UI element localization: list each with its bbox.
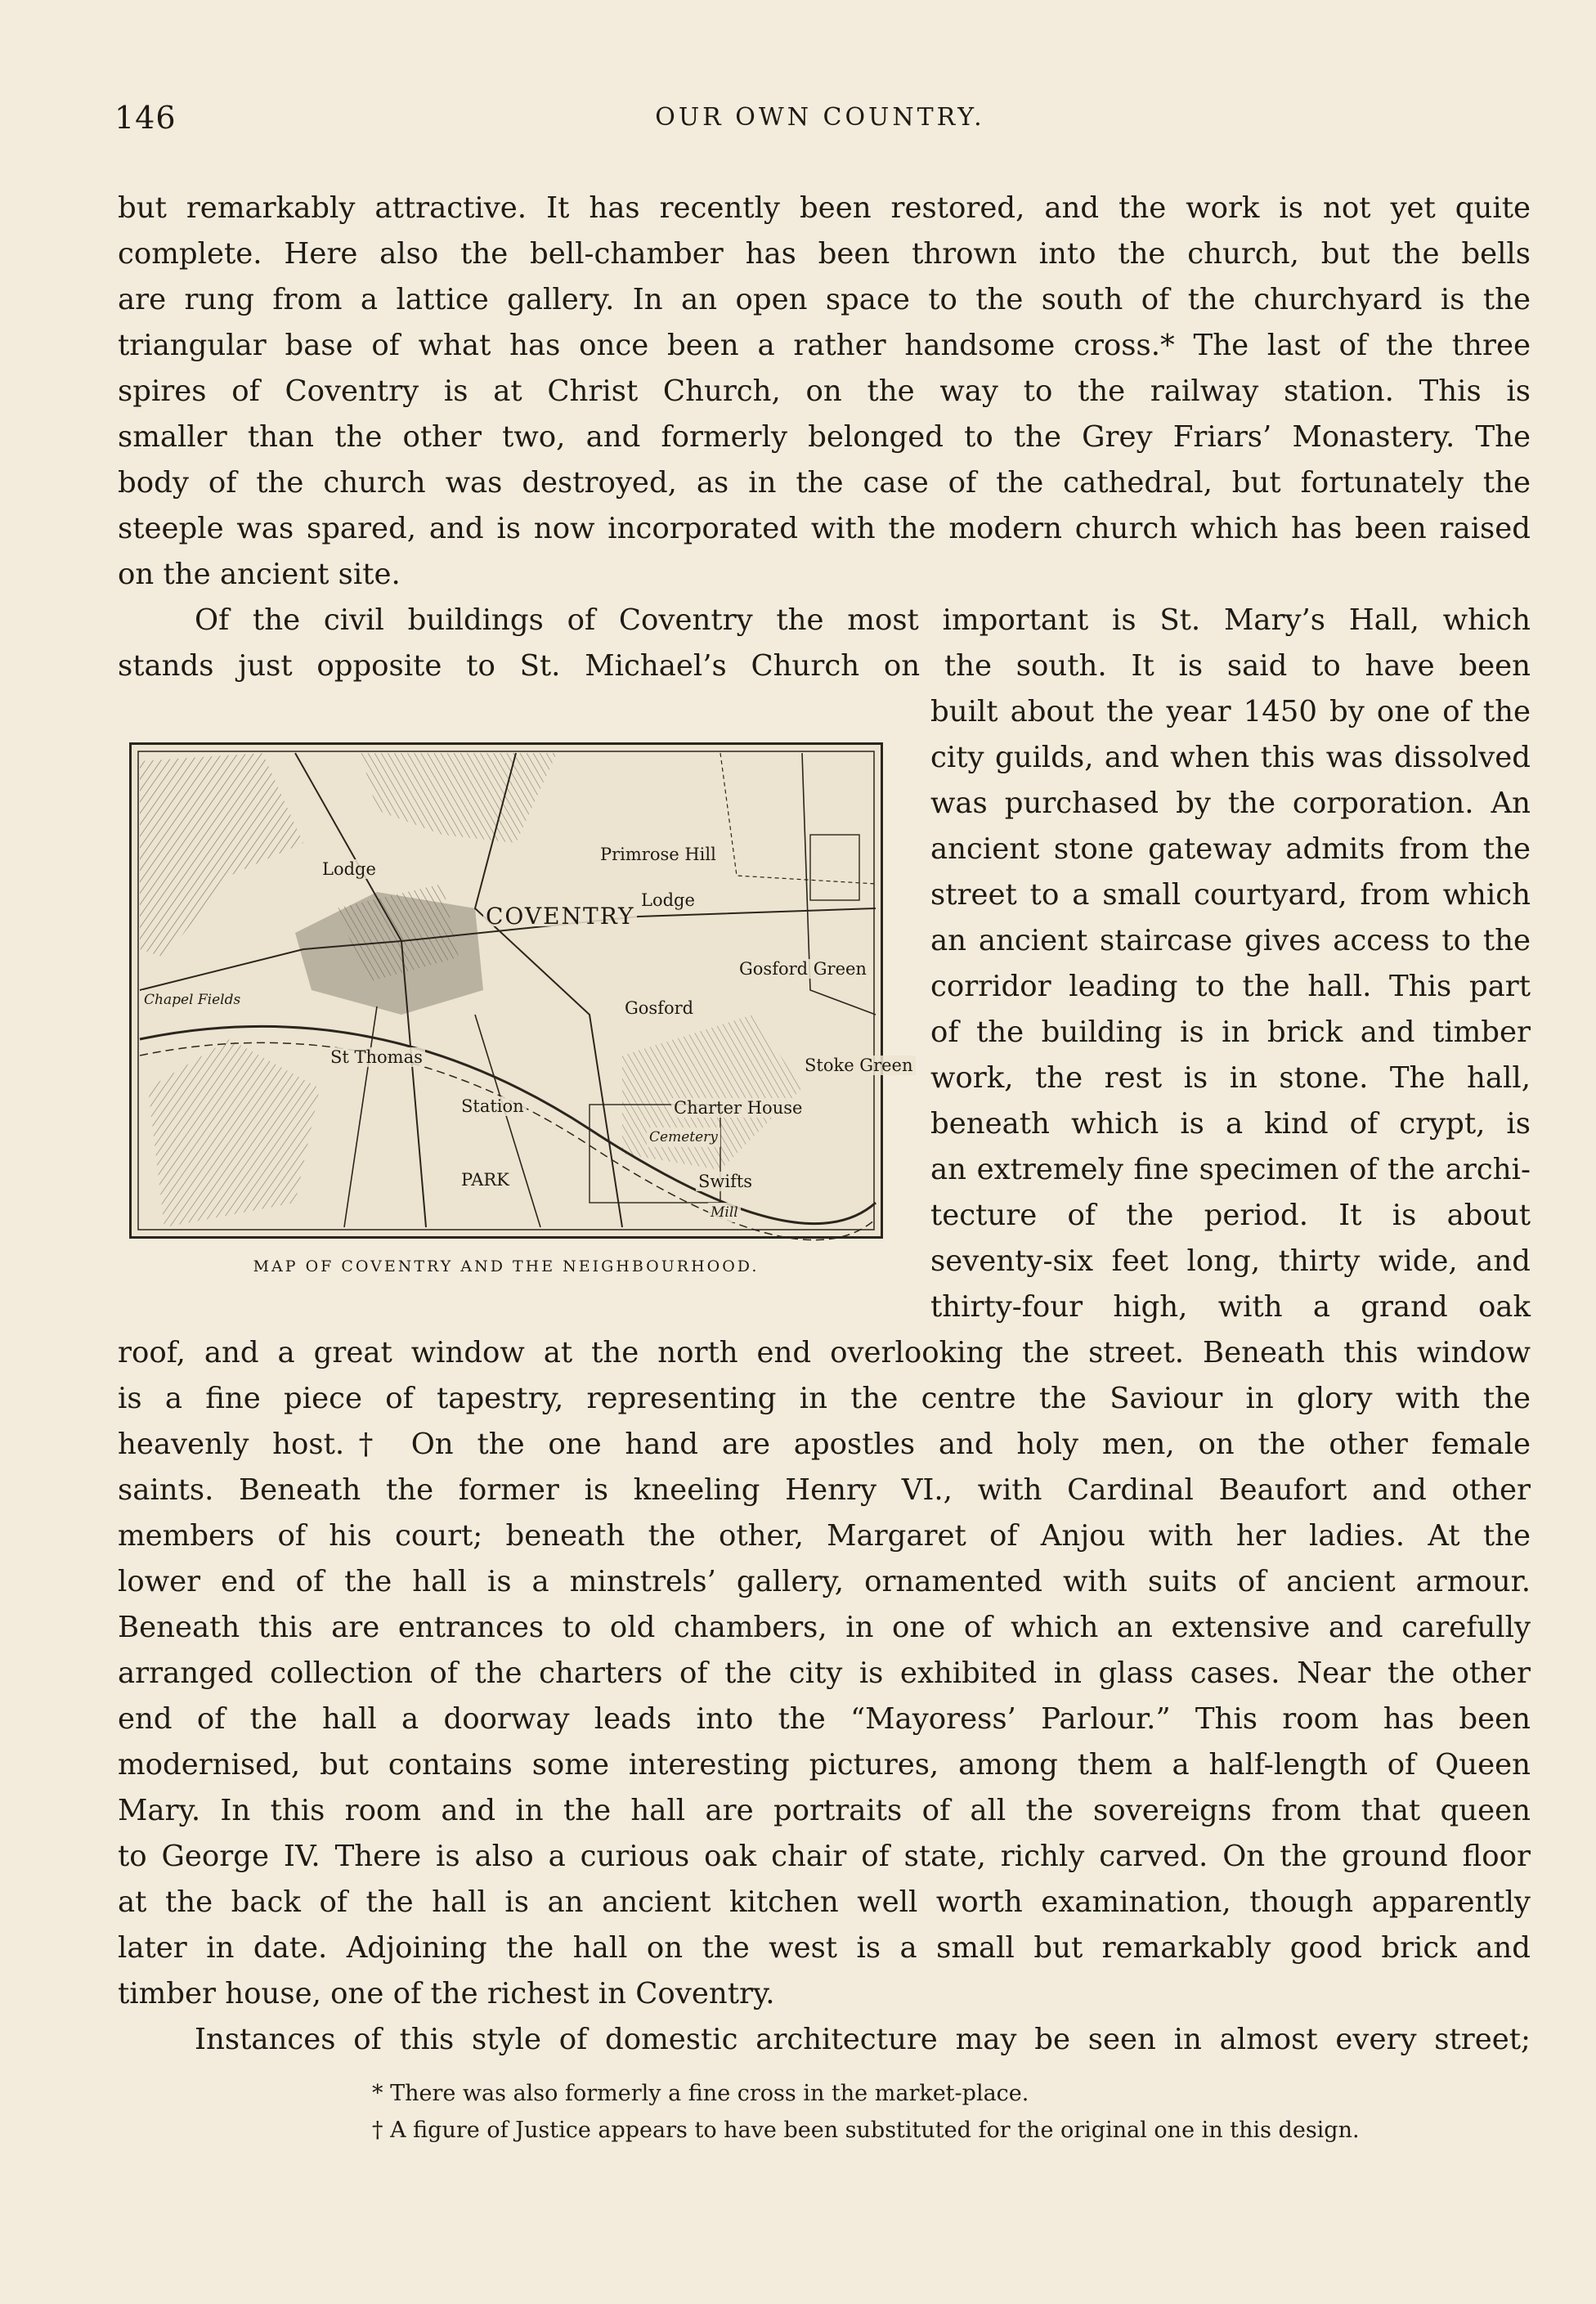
map-label-swifts: Swifts [696,1172,755,1191]
text-line: tecture of the period. It is about [930,1199,1531,1232]
map-caption: MAP OF COVENTRY AND THE NEIGHBOURHOOD. [253,1257,760,1275]
text-line: to George IV. There is also a curious oak chair of state, richly carved. On the ground floor [118,1840,1531,1873]
text-line: seventy-six feet long, thirty wide, and [930,1244,1531,1278]
text-line: roof, and a great window at the north end overlooking the street. Beneath this window [118,1336,1531,1369]
text-line: steeple was spared, and is now incorporated with the modern church which has been raised [118,512,1531,545]
footnote: † A figure of Justice appears to have been substituted for the original one in this design. [372,2118,1360,2143]
text-line: thirty-four high, with a grand oak [930,1290,1531,1324]
text-line: street to a small courtyard, from which [930,878,1531,912]
running-title: OUR OWN COUNTRY. [655,103,985,132]
text-line: ancient stone gateway admits from the [930,832,1531,866]
text-line: modernised, but contains some interesting pictures, among them a half-length of Queen [118,1748,1531,1782]
text-line: smaller than the other two, and formerly belonged to the Grey Friars’ Monastery. The [118,420,1531,454]
text-line: spires of Coventry is at Christ Church, on the way to the railway station. This is [118,374,1531,408]
map-label-lodge: Lodge [320,859,379,879]
text-line: was purchased by the corporation. An [930,787,1531,820]
page-number: 146 [114,100,177,136]
text-line: timber house, one of the richest in Coventry. [118,1977,775,2010]
text-line: triangular base of what has once been a rather handsome cross.* The last of the three [118,329,1531,362]
text-line: work, the rest is in stone. The hall, [930,1061,1531,1095]
map-label-mill: Mill [708,1203,741,1222]
text-line: an ancient staircase gives access to the [930,924,1531,957]
map-label-coventry: COVENTRY [483,907,637,926]
text-line: heavenly host.† On the one hand are apostles and holy men, on the other female [118,1428,1531,1461]
text-line: members of his court; beneath the other, Margaret of Anjou with her ladies. At the [118,1519,1531,1553]
map-label-chapel-fields: Chapel Fields [141,990,243,1010]
map-label-st-thomas: St Thomas [328,1047,425,1067]
text-line: end of the hall a doorway leads into the “Mayoress’ Parlour.” This room has been [118,1702,1531,1736]
text-line: Mary. In this room and in the hall are portraits of all the sovereigns from that queen [118,1794,1531,1827]
text-line: Beneath this are entrances to old chambers, in one of which an extensive and carefully [118,1611,1531,1644]
text-line: but remarkably attractive. It has recently been restored, and the work is not yet quite [118,191,1531,225]
text-line: beneath which is a kind of crypt, is [930,1107,1531,1141]
text-line: corridor leading to the hall. This part [930,970,1531,1003]
map-label-stoke-green: Stoke Green [802,1056,916,1075]
map-label-cemetery: Cemetery [647,1127,720,1147]
text-line: are rung from a lattice gallery. In an open space to the south of the churchyard is the [118,283,1531,316]
text-line: an extremely fine specimen of the archi- [930,1153,1531,1186]
text-line: built about the year 1450 by one of the [930,695,1531,728]
coventry-map [129,742,913,1239]
text-line: on the ancient site. [118,558,401,591]
text-line: stands just opposite to St. Michael’s Church on the south. It is said to have been [118,649,1531,683]
running-header [114,100,1526,141]
text-line: complete. Here also the bell-chamber has been thrown into the church, but the bells [118,237,1531,271]
text-line: arranged collection of the charters of the city is exhibited in glass cases. Near the other [118,1656,1531,1690]
map-label-park: PARK [459,1170,512,1190]
text-line: body of the church was destroyed, as in the case of the cathedral, but fortunately the [118,466,1531,500]
text-line: of the building is in brick and timber [930,1015,1531,1049]
text-line: is a fine piece of tapestry, representing in the centre the Saviour in glory with the [118,1382,1531,1415]
footnote: * There was also formerly a fine cross in the market-place. [372,2081,1029,2106]
text-line: saints. Beneath the former is kneeling Henry VI., with Cardinal Beaufort and other [118,1473,1531,1507]
map-label-gosford-green: Gosford Green [737,959,869,979]
map-label-primrose-hill: Primrose Hill [598,845,719,864]
text-line: at the back of the hall is an ancient kitchen well worth examination, though apparently [118,1885,1531,1919]
map-label-station: Station [459,1096,527,1116]
text-line: city guilds, and when this was dissolved [930,741,1531,774]
text-line: Of the civil buildings of Coventry the most important is St. Mary’s Hall, which [195,603,1531,637]
map-drawing [132,745,881,1236]
map-label-charter-house: Charter House [671,1098,805,1118]
text-line: lower end of the hall is a minstrels’ gallery, ornamented with suits of ancient armour. [118,1565,1531,1598]
text-line: Instances of this style of domestic architecture may be seen in almost every street; [195,2023,1531,2056]
map-label-lodge: Lodge [639,890,697,910]
text-line: later in date. Adjoining the hall on the west is a small but remarkably good brick and [118,1931,1531,1965]
map-label-gosford: Gosford [622,998,696,1018]
